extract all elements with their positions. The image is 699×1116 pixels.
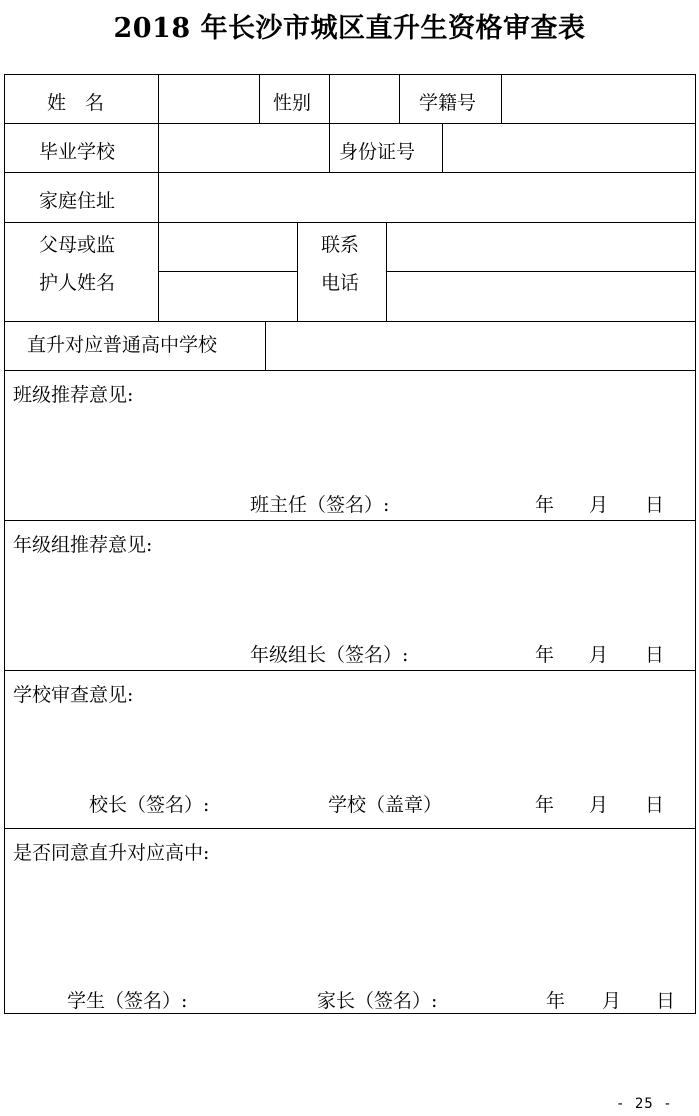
consent-heading: 是否同意直升对应高中: <box>13 842 210 864</box>
grade-recommendation-field[interactable] <box>5 565 695 635</box>
row-divider <box>5 670 695 671</box>
date-day: 日 <box>645 644 665 666</box>
class-recommendation-field[interactable] <box>5 415 695 485</box>
home-address-field[interactable] <box>159 173 695 222</box>
name-label: 姓 名 <box>47 92 105 114</box>
consent-field[interactable] <box>5 873 695 973</box>
contact-label-line1: 联系 <box>321 234 360 256</box>
graduation-school-label: 毕业学校 <box>39 141 116 163</box>
student-id-label: 学籍号 <box>419 92 477 114</box>
name-field[interactable] <box>159 75 259 123</box>
school-seal-label: 学校（盖章） <box>328 794 443 816</box>
date-year: 年 <box>535 494 555 516</box>
school-review-field[interactable] <box>5 715 695 785</box>
review-form-table <box>4 74 696 1014</box>
date-day: 日 <box>645 794 665 816</box>
home-address-label: 家庭住址 <box>39 190 116 212</box>
school-review-heading: 学校审查意见: <box>13 684 134 706</box>
date-year: 年 <box>535 644 555 666</box>
date-month: 月 <box>589 794 609 816</box>
grade-recommendation-heading: 年级组推荐意见: <box>13 534 153 556</box>
class-teacher-signature-label: 班主任（签名）: <box>250 494 390 516</box>
class-recommendation-heading: 班级推荐意见: <box>13 384 134 406</box>
contact-phone-field-1[interactable] <box>387 223 695 271</box>
guardian-label-line1: 父母或监 <box>39 234 116 256</box>
contact-phone-field-2[interactable] <box>387 272 695 321</box>
date-day: 日 <box>645 494 665 516</box>
row-divider <box>5 370 695 371</box>
form-title: 2018 年长沙市城区直升生资格审查表 <box>113 13 586 44</box>
guardian-name-field-2[interactable] <box>159 272 297 321</box>
graduation-school-field[interactable] <box>159 124 329 172</box>
student-signature-label: 学生（签名）: <box>67 990 188 1012</box>
column-divider <box>399 75 400 123</box>
principal-signature-label: 校长（签名）: <box>89 794 210 816</box>
contact-label-line2: 电话 <box>321 272 360 294</box>
column-divider <box>259 75 260 123</box>
target-school-label: 直升对应普通高中学校 <box>27 334 218 356</box>
date-year: 年 <box>535 794 555 816</box>
gender-label: 性别 <box>273 92 312 114</box>
date-month: 月 <box>589 644 609 666</box>
guardian-name-field-1[interactable] <box>159 223 297 271</box>
date-year: 年 <box>546 990 566 1012</box>
date-month: 月 <box>602 990 622 1012</box>
id-number-field[interactable] <box>443 124 695 172</box>
date-month: 月 <box>589 494 609 516</box>
page-number: - 25 - <box>616 1096 673 1112</box>
id-number-label: 身份证号 <box>339 141 416 163</box>
row-divider <box>5 828 695 829</box>
target-school-field[interactable] <box>266 322 695 370</box>
gender-field[interactable] <box>330 75 399 123</box>
student-id-field[interactable] <box>502 75 695 123</box>
column-divider <box>297 222 298 321</box>
date-day: 日 <box>656 990 676 1012</box>
grade-leader-signature-label: 年级组长（签名）: <box>250 644 409 666</box>
parent-signature-label: 家长（签名）: <box>317 990 438 1012</box>
guardian-label-line2: 护人姓名 <box>39 272 116 294</box>
row-divider <box>5 520 695 521</box>
